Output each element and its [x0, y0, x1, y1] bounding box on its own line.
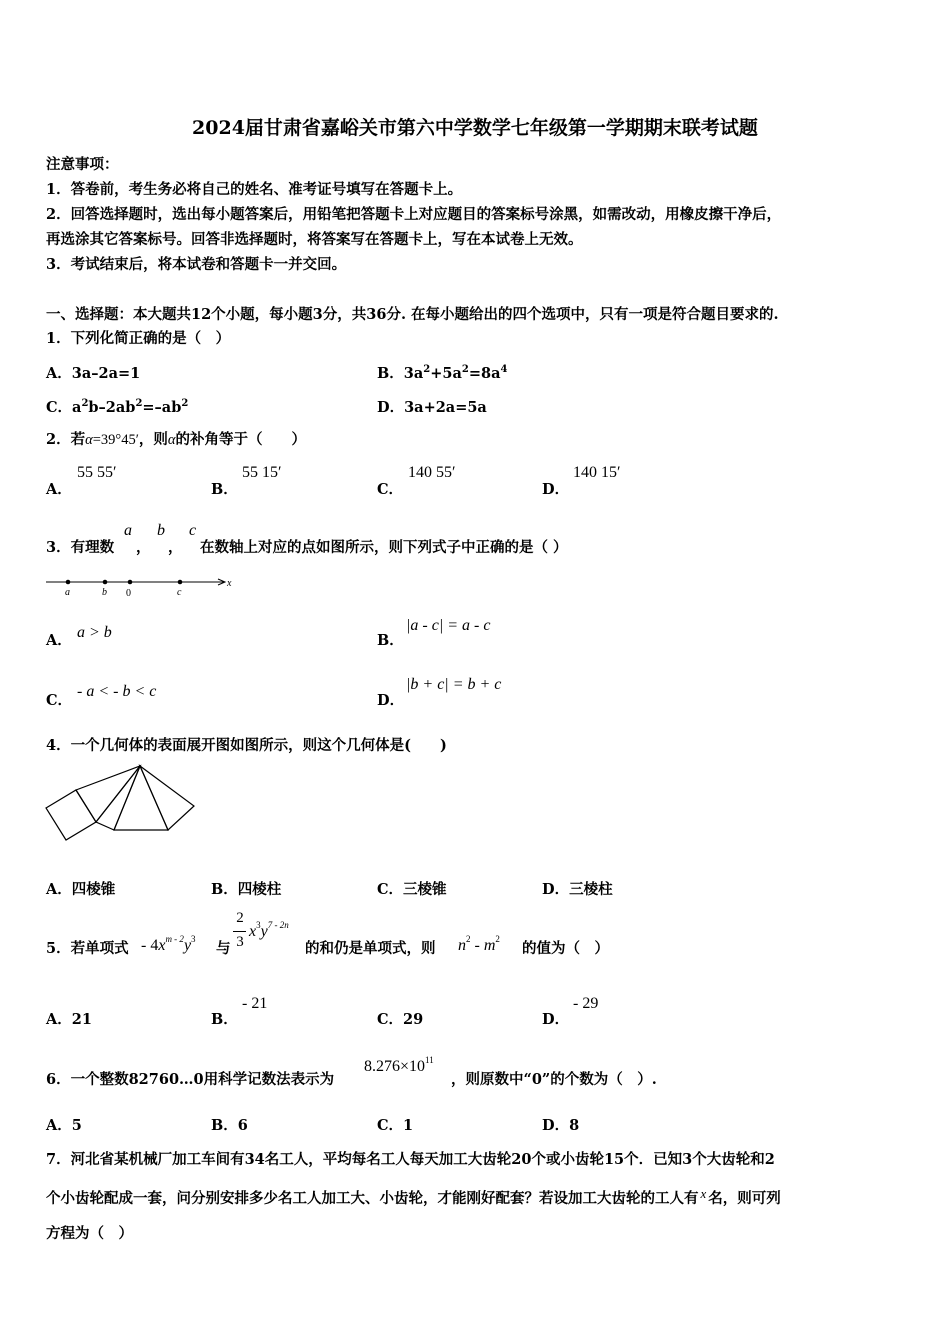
- q3-option-b-label[interactable]: B．: [377, 632, 404, 649]
- q5-option-d-label[interactable]: D．: [542, 1011, 570, 1028]
- question-7-line-2: 个小齿轮配成一套，问分别安排多少名工人加工大、小齿轮，才能刚好配套？若设加工大齿轮的工人有 x 名，则可列: [46, 1186, 781, 1207]
- q3-option-d-label[interactable]: D．: [377, 692, 405, 709]
- axis-label-0: 0: [126, 588, 131, 599]
- number-line-figure: [44, 570, 244, 602]
- q2-option-d[interactable]: 140 15′: [573, 464, 621, 481]
- q4-option-d[interactable]: D．三棱柱: [542, 881, 613, 898]
- question-7-line-3: 方程为（ ）: [46, 1225, 133, 1242]
- question-6-tail: ，则原数中“0”的个数为（ ）.: [451, 1071, 657, 1088]
- q5-expression: $n^2 - m^2$: [458, 934, 500, 954]
- axis-label-c: c: [177, 587, 182, 598]
- net-figure: [42, 762, 202, 846]
- q5-connector: 与: [216, 940, 231, 957]
- q5-option-a[interactable]: A．21: [46, 1011, 92, 1028]
- q5-option-b-label[interactable]: B．: [211, 1011, 238, 1028]
- q5-option-b[interactable]: - 21: [242, 995, 268, 1012]
- point-0: [128, 580, 133, 585]
- point-b: [103, 580, 108, 585]
- notice-item: 3．考试结束后，将本试卷和答题卡一并交回。: [46, 256, 347, 273]
- q5-option-d[interactable]: - 29: [573, 995, 599, 1012]
- axis-label-x: x: [227, 578, 232, 589]
- question-5-tail: 的值为（ ）: [522, 940, 609, 957]
- q6-option-c[interactable]: C．1: [377, 1117, 414, 1134]
- q1-option-a[interactable]: A．3a–2a=1: [46, 365, 141, 382]
- question-3-stem: 在数轴上对应的点如图所示，则下列式子中正确的是（ ）: [200, 539, 568, 556]
- q6-option-a[interactable]: A．5: [46, 1117, 82, 1134]
- point-c: [178, 580, 183, 585]
- question-6-stem: 6．一个整数82760…0用科学记数法表示为: [46, 1071, 335, 1088]
- question-5-stem: 的和仍是单项式，则: [305, 940, 436, 957]
- q3-option-a[interactable]: a > b: [77, 624, 112, 641]
- q4-option-a[interactable]: A．四棱锥: [46, 881, 116, 898]
- q2-option-c[interactable]: 140 55′: [408, 464, 456, 481]
- q3-var-c: c: [189, 522, 197, 539]
- q6-option-d[interactable]: D．8: [542, 1117, 580, 1134]
- q3-comma: ，: [168, 539, 183, 556]
- q1-option-c[interactable]: C．$a^2b-2ab^2=-ab^2$: [46, 398, 189, 416]
- q3-comma: ，: [136, 539, 151, 556]
- net-triangle-1: [76, 766, 140, 822]
- q3-option-a-label[interactable]: A．: [46, 632, 72, 649]
- notice-item: 2．回答选择题时，选出每小题答案后，用铅笔把答题卡上对应题目的答案标号涂黑，如需改动，用橡皮擦干净后，: [46, 206, 782, 223]
- q2-option-a[interactable]: 55 55′: [77, 464, 117, 481]
- q3-var-b: b: [157, 522, 165, 539]
- q3-option-d[interactable]: |b + c| = b + c: [406, 676, 502, 693]
- net-square-face: [46, 790, 96, 840]
- q5-monomial-1: - $4x^{m - 2}y^3$: [141, 934, 196, 954]
- page-title: 2024届甘肃省嘉峪关市第六中学数学七年级第一学期期末联考试题: [192, 117, 758, 139]
- q1-option-b[interactable]: B．$3a^2+5a^2=8a^4$: [377, 364, 508, 382]
- q5-frac-bar: [233, 931, 246, 932]
- q3-option-c-label[interactable]: C．: [46, 692, 73, 709]
- q6-scientific-notation: $8.276\times 10^{11}$: [364, 1055, 434, 1075]
- q2-option-d-label[interactable]: D．: [542, 481, 570, 498]
- q3-option-c[interactable]: - a < - b < c: [77, 683, 157, 700]
- q3-option-b[interactable]: |a - c| = a - c: [406, 617, 491, 634]
- q5-frac-num: 2: [236, 910, 244, 926]
- point-a: [66, 580, 71, 585]
- axis-label-b: b: [102, 587, 107, 598]
- question-7-line-1: 7．河北省某机械厂加工车间有34名工人，平均每名工人每天加工大齿轮20个或小齿轮15个．已知3个大齿轮和2: [46, 1151, 775, 1168]
- question-4-stem: 4．一个几何体的表面展开图如图所示，则这个几何体是( ): [46, 737, 447, 754]
- q5-frac-den: 3: [236, 934, 244, 950]
- q2-option-c-label[interactable]: C．: [377, 481, 404, 498]
- net-triangle-4: [140, 766, 194, 830]
- q3-var-a: a: [124, 522, 132, 539]
- notice-heading: 注意事项：: [46, 156, 119, 173]
- question-3-label: 3．有理数: [46, 539, 115, 556]
- net-triangle-3: [114, 766, 168, 830]
- q2-option-a-label[interactable]: A．: [46, 481, 72, 498]
- axis-label-a: a: [65, 587, 70, 598]
- q5-monomial-2: $x^3y^{7 - 2n}$: [249, 920, 289, 940]
- section-heading: 一、选择题：本大题共12个小题，每小题3分，共36分. 在每小题给出的四个选项中，只有一项是符合题目要求的.: [46, 306, 779, 323]
- q4-option-b[interactable]: B．四棱柱: [211, 881, 282, 898]
- q2-option-b-label[interactable]: B．: [211, 481, 238, 498]
- q4-option-c[interactable]: C．三棱锥: [377, 881, 447, 898]
- notice-item: 1．答卷前，考生务必将自己的姓名、准考证号填写在答题卡上。: [46, 181, 463, 198]
- q2-option-b[interactable]: 55 15′: [242, 464, 282, 481]
- question-5-label: 5．若单项式: [46, 940, 129, 957]
- notice-item: 再选涂其它答案标号。回答非选择题时，将答案写在答题卡上，写在本试卷上无效。: [46, 231, 583, 248]
- q5-option-c[interactable]: C．29: [377, 1011, 424, 1028]
- q6-option-b[interactable]: B．6: [211, 1117, 248, 1134]
- question-1-stem: 1．下列化简正确的是（ ）: [46, 330, 231, 347]
- question-2-stem: 2．若α=39°45′，则α的补角等于（ ）: [46, 431, 306, 448]
- q1-option-d[interactable]: D．3a+2a=5a: [377, 399, 487, 416]
